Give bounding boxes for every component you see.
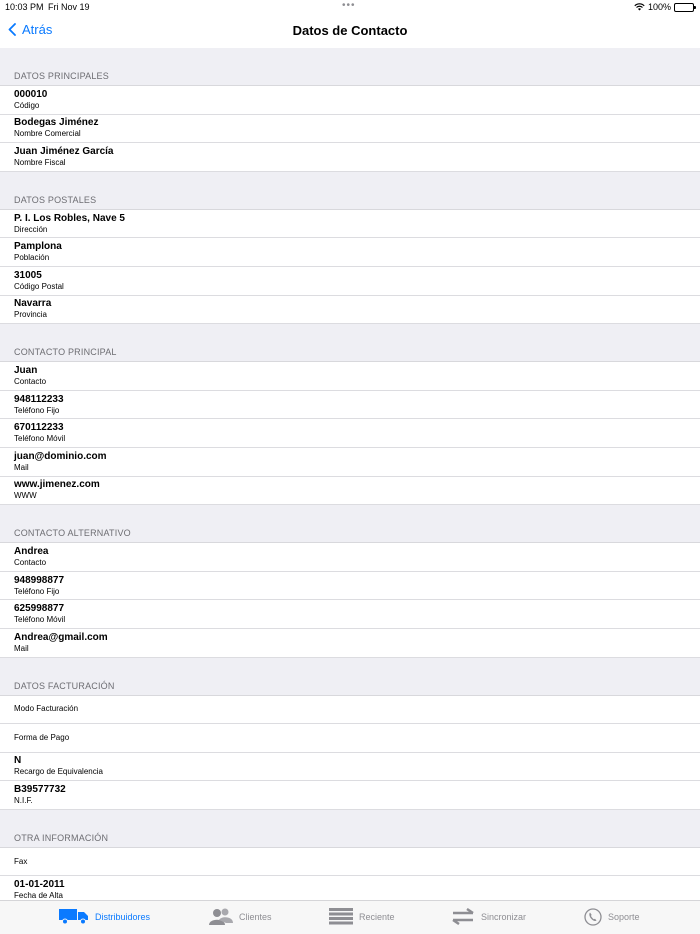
table-row[interactable] [0, 238, 700, 267]
table-row[interactable] [0, 143, 700, 172]
row-label: Provincia [14, 310, 47, 320]
battery-percent: 100% [647, 2, 671, 12]
row-label: Dirección [14, 224, 48, 234]
row-value: Juan [14, 364, 38, 376]
table-row[interactable] [0, 477, 700, 506]
tab-clientes[interactable] [209, 908, 272, 925]
section-header: OTRA INFORMACIÓN [0, 810, 700, 848]
status-bar [0, 0, 700, 14]
table-row[interactable] [0, 391, 700, 420]
row-label: WWW [14, 491, 37, 501]
table-row[interactable] [0, 115, 700, 144]
row-label: Fax [14, 856, 28, 866]
table-row[interactable] [0, 448, 700, 477]
status-date: Fri Nov 19 [48, 2, 90, 12]
tab-label: Distribuidores [95, 911, 151, 922]
row-label: Mail [14, 462, 29, 472]
row-label: Teléfono Fijo [14, 405, 60, 415]
row-value: N [14, 755, 22, 767]
row-label: Teléfono Fijo [14, 586, 60, 596]
section-header: DATOS FACTURACIÓN [0, 658, 700, 696]
table-row[interactable] [0, 753, 700, 782]
row-value: 670112233 [14, 422, 64, 434]
tab-label: Reciente [359, 911, 395, 922]
row-value: Navarra [14, 298, 52, 310]
navigation-bar [0, 14, 700, 48]
wifi-icon [634, 3, 645, 11]
row-label: Fecha de Alta [14, 891, 63, 900]
table-row[interactable] [0, 86, 700, 115]
row-label: Código [14, 100, 40, 110]
row-value: Andrea@gmail.com [14, 631, 108, 643]
tab-label: Sincronizar [481, 911, 527, 922]
table-row[interactable] [0, 419, 700, 448]
row-label: N.I.F. [14, 796, 33, 806]
contact-details-table[interactable] [0, 48, 700, 900]
row-value: juan@dominio.com [14, 450, 107, 462]
table-row[interactable] [0, 267, 700, 296]
list-icon [329, 908, 353, 925]
table-row[interactable] [0, 848, 700, 877]
tab-bar [0, 900, 700, 934]
row-label: Contacto [14, 557, 47, 567]
tab-label: Clientes [239, 911, 272, 922]
tab-sincronizar[interactable] [451, 908, 526, 925]
multitasking-dots-icon[interactable]: ••• [342, 0, 356, 11]
sync-arrows-icon [451, 908, 475, 925]
row-value: P. I. Los Robles, Nave 5 [14, 212, 125, 224]
row-value: 948998877 [14, 574, 65, 586]
row-value: Juan Jiménez García [14, 145, 114, 157]
row-value: 000010 [14, 88, 48, 100]
people-icon [209, 908, 233, 925]
row-label: Teléfono Móvil [14, 434, 66, 444]
tab-label: Soporte [608, 912, 640, 922]
truck-icon [59, 908, 89, 925]
table-row[interactable] [0, 296, 700, 325]
row-label: Nombre Fiscal [14, 157, 66, 167]
tab-reciente[interactable] [329, 908, 395, 925]
section-header: CONTACTO ALTERNATIVO [0, 505, 700, 543]
row-value: Bodegas Jiménez [14, 117, 99, 129]
row-value: Andrea [14, 545, 49, 557]
row-label: Recargo de Equivalencia [14, 767, 103, 777]
row-label: Forma de Pago [14, 732, 70, 742]
row-value: Pamplona [14, 241, 62, 253]
table-row[interactable] [0, 572, 700, 601]
status-right [634, 2, 694, 12]
table-row[interactable] [0, 629, 700, 658]
table-row[interactable] [0, 781, 700, 810]
table-row[interactable] [0, 724, 700, 753]
tab-distribuidores[interactable] [59, 908, 150, 925]
section-header: DATOS PRINCIPALES [0, 48, 700, 86]
table-row[interactable] [0, 696, 700, 725]
row-value: 01-01-2011 [14, 879, 65, 891]
table-row[interactable] [0, 600, 700, 629]
battery-icon [674, 3, 694, 12]
table-row[interactable] [0, 362, 700, 391]
row-label: Contacto [14, 376, 47, 386]
table-row[interactable] [0, 543, 700, 572]
table-row[interactable] [0, 876, 700, 900]
row-label: Código Postal [14, 281, 64, 291]
back-label: Atrás [22, 22, 53, 37]
page-title: Datos de Contacto [292, 23, 408, 38]
tab-soporte[interactable] [584, 908, 640, 926]
row-value: 948112233 [14, 393, 64, 405]
row-value: B39577732 [14, 784, 66, 796]
row-value: www.jimenez.com [14, 479, 100, 491]
table-row[interactable] [0, 210, 700, 239]
phone-icon [584, 908, 602, 926]
row-label: Nombre Comercial [14, 129, 81, 139]
row-label: Mail [14, 643, 29, 653]
row-label: Población [14, 253, 50, 263]
row-value: 625998877 [14, 603, 65, 615]
section-header: DATOS POSTALES [0, 172, 700, 210]
status-time: 10:03 PM [5, 2, 44, 12]
section-header: CONTACTO PRINCIPAL [0, 324, 700, 362]
row-label: Teléfono Móvil [14, 615, 66, 625]
row-value: 31005 [14, 269, 42, 281]
row-label: Modo Facturación [14, 704, 79, 714]
